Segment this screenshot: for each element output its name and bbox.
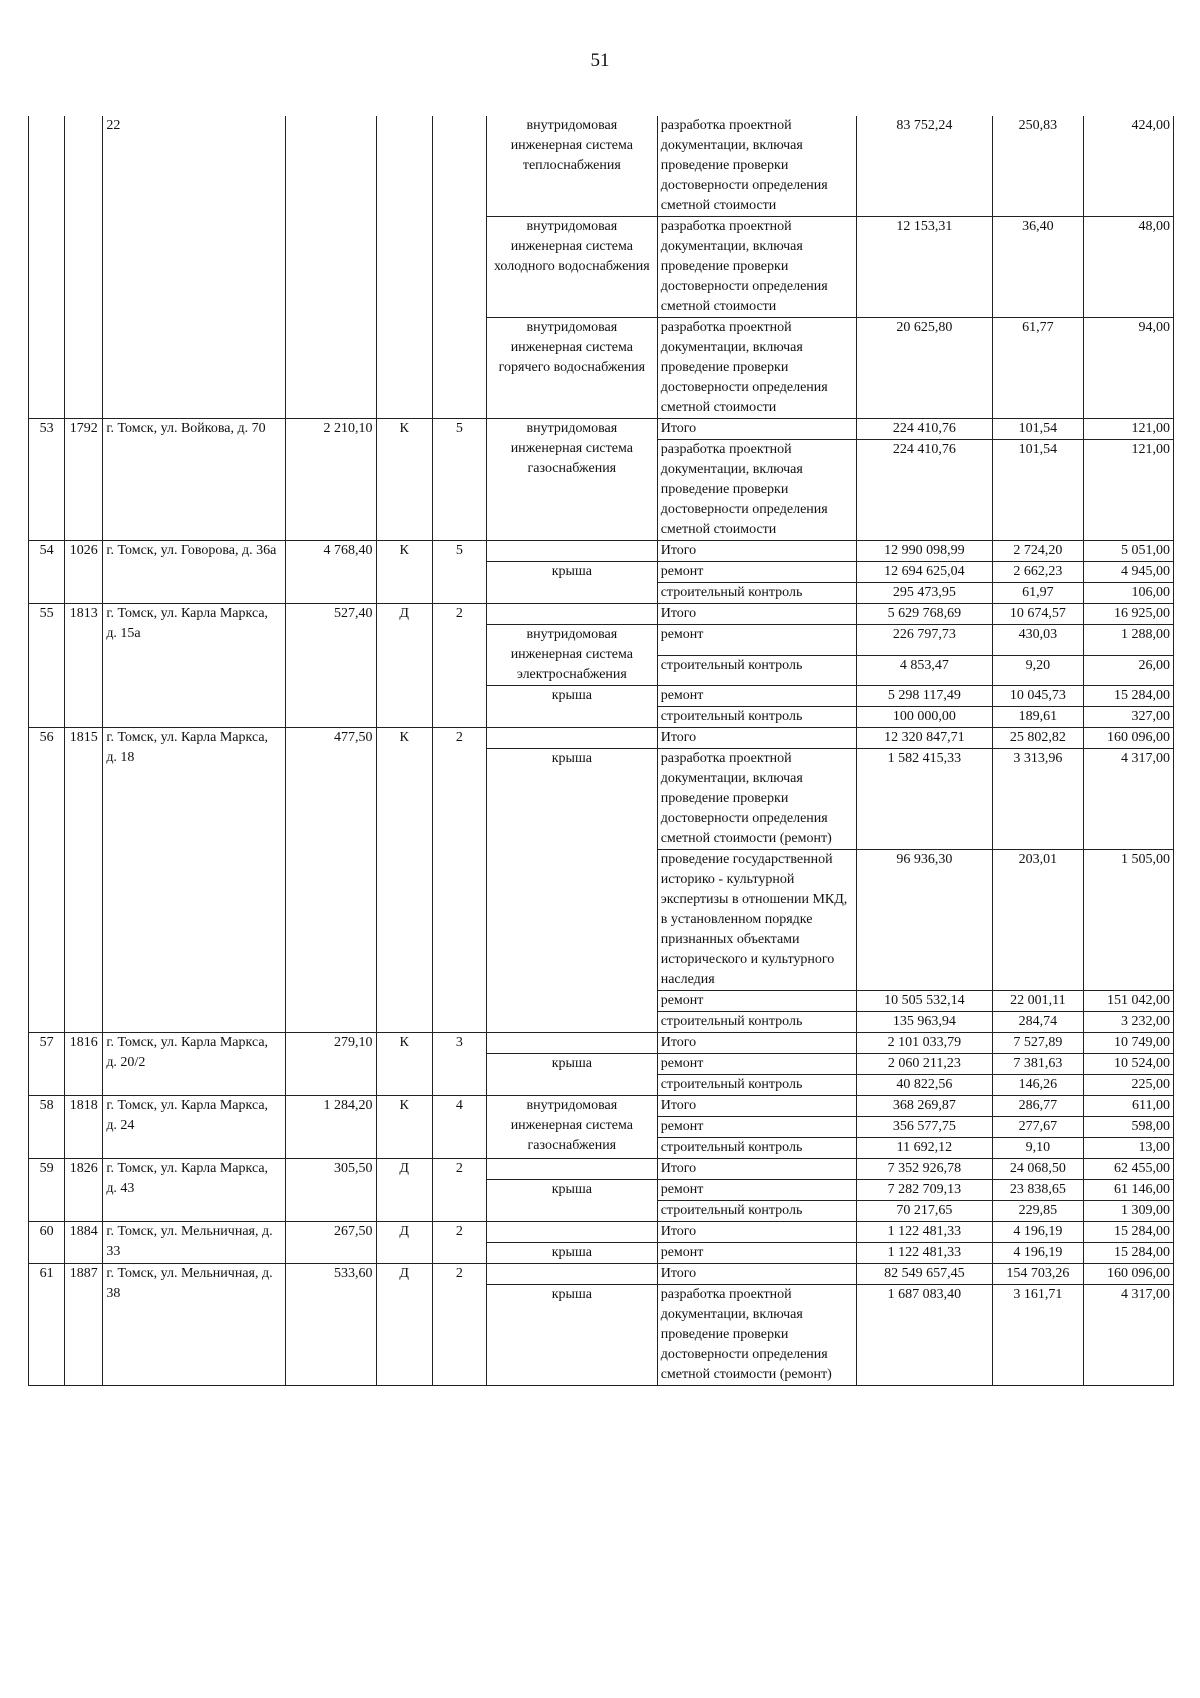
house-id — [65, 116, 103, 419]
max-cost-value: 598,00 — [1083, 1117, 1173, 1138]
max-cost-value: 3 232,00 — [1083, 1012, 1173, 1033]
house-id: 1818 — [65, 1096, 103, 1159]
work-type: ремонт — [657, 991, 856, 1012]
cost-value: 1 582 415,33 — [856, 749, 993, 850]
unit-cost-value: 203,01 — [993, 850, 1083, 991]
house-address: г. Томск, ул. Карла Маркса, д. 24 — [103, 1096, 286, 1159]
cost-value: 224 410,76 — [856, 419, 993, 440]
max-cost-value: 225,00 — [1083, 1075, 1173, 1096]
max-cost-value: 61 146,00 — [1083, 1180, 1173, 1201]
wall-material: К — [376, 541, 432, 604]
max-cost-value: 4 317,00 — [1083, 749, 1173, 850]
system-name: внутридомовая инженерная система горячего водоснабжения — [486, 318, 657, 419]
unit-cost-value: 3 313,96 — [993, 749, 1083, 850]
house-area: 527,40 — [286, 604, 376, 728]
floor-count: 2 — [432, 728, 486, 1033]
house-address: г. Томск, ул. Войкова, д. 70 — [103, 419, 286, 541]
work-type: Итого — [657, 1222, 856, 1243]
work-type: ремонт — [657, 1243, 856, 1264]
max-cost-value: 1 505,00 — [1083, 850, 1173, 991]
house-id: 1026 — [65, 541, 103, 604]
max-cost-value: 4 317,00 — [1083, 1285, 1173, 1386]
unit-cost-value: 25 802,82 — [993, 728, 1083, 749]
max-cost-value: 13,00 — [1083, 1138, 1173, 1159]
unit-cost-value: 22 001,11 — [993, 991, 1083, 1012]
cost-value: 20 625,80 — [856, 318, 993, 419]
cost-value: 224 410,76 — [856, 440, 993, 541]
system-name: внутридомовая инженерная система теплоснабжения — [486, 116, 657, 217]
house-address: 22 — [103, 116, 286, 419]
work-type: Итого — [657, 728, 856, 749]
work-type: разработка проектной документации, включая проведение проверки достоверности определения сметной стоимости — [657, 116, 856, 217]
system-name — [486, 1264, 657, 1285]
max-cost-value: 106,00 — [1083, 583, 1173, 604]
cost-value: 83 752,24 — [856, 116, 993, 217]
unit-cost-value: 7 527,89 — [993, 1033, 1083, 1054]
house-id: 1816 — [65, 1033, 103, 1096]
max-cost-value: 5 051,00 — [1083, 541, 1173, 562]
house-area: 477,50 — [286, 728, 376, 1033]
floor-count: 2 — [432, 1222, 486, 1264]
cost-value: 226 797,73 — [856, 625, 993, 656]
table-row — [29, 604, 1174, 625]
wall-material: К — [376, 1096, 432, 1159]
unit-cost-value: 24 068,50 — [993, 1159, 1083, 1180]
cost-value: 82 549 657,45 — [856, 1264, 993, 1285]
work-type: строительный контроль — [657, 1138, 856, 1159]
house-id: 1826 — [65, 1159, 103, 1222]
house-area: 533,60 — [286, 1264, 376, 1386]
system-name — [486, 1159, 657, 1180]
max-cost-value: 327,00 — [1083, 707, 1173, 728]
work-type: ремонт — [657, 686, 856, 707]
page-number: 51 — [590, 50, 610, 71]
table-row — [29, 116, 1174, 217]
max-cost-value: 48,00 — [1083, 217, 1173, 318]
cost-value: 7 282 709,13 — [856, 1180, 993, 1201]
cost-value: 135 963,94 — [856, 1012, 993, 1033]
floor-count: 5 — [432, 541, 486, 604]
max-cost-value: 10 524,00 — [1083, 1054, 1173, 1075]
max-cost-value: 10 749,00 — [1083, 1033, 1173, 1054]
cost-value: 96 936,30 — [856, 850, 993, 991]
max-cost-value: 160 096,00 — [1083, 1264, 1173, 1285]
unit-cost-value: 284,74 — [993, 1012, 1083, 1033]
row-number: 59 — [29, 1159, 65, 1222]
max-cost-value: 1 288,00 — [1083, 625, 1173, 656]
work-type: строительный контроль — [657, 1075, 856, 1096]
system-name — [486, 541, 657, 562]
unit-cost-value: 4 196,19 — [993, 1243, 1083, 1264]
unit-cost-value: 36,40 — [993, 217, 1083, 318]
cost-value: 12 990 098,99 — [856, 541, 993, 562]
repair-schedule-table — [28, 116, 1174, 1386]
house-address: г. Томск, ул. Мельничная, д. 33 — [103, 1222, 286, 1264]
house-address: г. Томск, ул. Карла Маркса, д. 18 — [103, 728, 286, 1033]
work-type: строительный контроль — [657, 1201, 856, 1222]
max-cost-value: 4 945,00 — [1083, 562, 1173, 583]
system-name: внутридомовая инженерная система холодного водоснабжения — [486, 217, 657, 318]
system-name: крыша — [486, 562, 657, 604]
work-type: Итого — [657, 1159, 856, 1180]
house-id: 1815 — [65, 728, 103, 1033]
floor-count: 2 — [432, 1264, 486, 1386]
floor-count: 5 — [432, 419, 486, 541]
cost-value: 70 217,65 — [856, 1201, 993, 1222]
work-type: Итого — [657, 541, 856, 562]
system-name: внутридомовая инженерная система электроснабжения — [486, 625, 657, 686]
unit-cost-value: 154 703,26 — [993, 1264, 1083, 1285]
cost-value: 2 060 211,23 — [856, 1054, 993, 1075]
wall-material: К — [376, 1033, 432, 1096]
unit-cost-value: 229,85 — [993, 1201, 1083, 1222]
max-cost-value: 15 284,00 — [1083, 1222, 1173, 1243]
unit-cost-value: 61,77 — [993, 318, 1083, 419]
cost-value: 1 687 083,40 — [856, 1285, 993, 1386]
house-area: 4 768,40 — [286, 541, 376, 604]
row-number — [29, 116, 65, 419]
cost-value: 2 101 033,79 — [856, 1033, 993, 1054]
work-type: разработка проектной документации, включая проведение проверки достоверности определения сметной стоимости (ремонт) — [657, 749, 856, 850]
unit-cost-value: 9,20 — [993, 655, 1083, 686]
unit-cost-value: 101,54 — [993, 419, 1083, 440]
unit-cost-value: 4 196,19 — [993, 1222, 1083, 1243]
cost-value: 1 122 481,33 — [856, 1222, 993, 1243]
max-cost-value: 611,00 — [1083, 1096, 1173, 1117]
work-type: разработка проектной документации, включая проведение проверки достоверности определения сметной стоимости — [657, 440, 856, 541]
unit-cost-value: 146,26 — [993, 1075, 1083, 1096]
system-name: внутридомовая инженерная система газоснабжения — [486, 1096, 657, 1159]
wall-material: Д — [376, 1222, 432, 1264]
cost-value: 5 629 768,69 — [856, 604, 993, 625]
house-address: г. Томск, ул. Карла Маркса, д. 15а — [103, 604, 286, 728]
max-cost-value: 121,00 — [1083, 419, 1173, 440]
floor-count: 4 — [432, 1096, 486, 1159]
unit-cost-value: 61,97 — [993, 583, 1083, 604]
house-id: 1792 — [65, 419, 103, 541]
cost-value: 12 320 847,71 — [856, 728, 993, 749]
system-name: крыша — [486, 1285, 657, 1386]
work-type: ремонт — [657, 1054, 856, 1075]
house-area: 279,10 — [286, 1033, 376, 1096]
table-row — [29, 1096, 1174, 1117]
cost-value: 12 153,31 — [856, 217, 993, 318]
unit-cost-value: 9,10 — [993, 1138, 1083, 1159]
table-row — [29, 728, 1174, 749]
cost-value: 7 352 926,78 — [856, 1159, 993, 1180]
wall-material — [376, 116, 432, 419]
wall-material: К — [376, 419, 432, 541]
cost-value: 295 473,95 — [856, 583, 993, 604]
work-type: Итого — [657, 1264, 856, 1285]
work-type: Итого — [657, 1033, 856, 1054]
row-number: 61 — [29, 1264, 65, 1386]
row-number: 56 — [29, 728, 65, 1033]
system-name — [486, 1033, 657, 1054]
table-row — [29, 541, 1174, 562]
row-number: 58 — [29, 1096, 65, 1159]
row-number: 60 — [29, 1222, 65, 1264]
unit-cost-value: 2 724,20 — [993, 541, 1083, 562]
work-type: проведение государственной историко - культурной экспертизы в отношении МКД, в установленном порядке признанных объектами исторического и культурного наследия — [657, 850, 856, 991]
work-type: строительный контроль — [657, 707, 856, 728]
work-type: разработка проектной документации, включая проведение проверки достоверности определения сметной стоимости — [657, 318, 856, 419]
house-area: 1 284,20 — [286, 1096, 376, 1159]
system-name: крыша — [486, 1054, 657, 1096]
house-area — [286, 116, 376, 419]
wall-material: Д — [376, 1159, 432, 1222]
work-type: ремонт — [657, 625, 856, 656]
work-type: Итого — [657, 1096, 856, 1117]
table-row — [29, 1033, 1174, 1054]
max-cost-value: 1 309,00 — [1083, 1201, 1173, 1222]
unit-cost-value: 2 662,23 — [993, 562, 1083, 583]
unit-cost-value: 10 045,73 — [993, 686, 1083, 707]
wall-material: К — [376, 728, 432, 1033]
house-address: г. Томск, ул. Говорова, д. 36а — [103, 541, 286, 604]
system-name: крыша — [486, 1243, 657, 1264]
max-cost-value: 121,00 — [1083, 440, 1173, 541]
row-number: 53 — [29, 419, 65, 541]
wall-material: Д — [376, 604, 432, 728]
house-area: 305,50 — [286, 1159, 376, 1222]
system-name: крыша — [486, 1180, 657, 1222]
floor-count — [432, 116, 486, 419]
work-type: ремонт — [657, 1117, 856, 1138]
table-row — [29, 1159, 1174, 1180]
table-row — [29, 1264, 1174, 1285]
system-name: внутридомовая инженерная система газоснабжения — [486, 419, 657, 541]
max-cost-value: 160 096,00 — [1083, 728, 1173, 749]
unit-cost-value: 277,67 — [993, 1117, 1083, 1138]
unit-cost-value: 7 381,63 — [993, 1054, 1083, 1075]
house-id: 1887 — [65, 1264, 103, 1386]
work-type: разработка проектной документации, включая проведение проверки достоверности определения сметной стоимости — [657, 217, 856, 318]
cost-value: 5 298 117,49 — [856, 686, 993, 707]
unit-cost-value: 430,03 — [993, 625, 1083, 656]
work-type: строительный контроль — [657, 1012, 856, 1033]
system-name: крыша — [486, 686, 657, 728]
max-cost-value: 15 284,00 — [1083, 686, 1173, 707]
work-type: Итого — [657, 604, 856, 625]
work-type: строительный контроль — [657, 583, 856, 604]
unit-cost-value: 101,54 — [993, 440, 1083, 541]
house-area: 267,50 — [286, 1222, 376, 1264]
house-id: 1813 — [65, 604, 103, 728]
cost-value: 10 505 532,14 — [856, 991, 993, 1012]
row-number: 54 — [29, 541, 65, 604]
max-cost-value: 62 455,00 — [1083, 1159, 1173, 1180]
max-cost-value: 151 042,00 — [1083, 991, 1173, 1012]
house-address: г. Томск, ул. Мельничная, д. 38 — [103, 1264, 286, 1386]
cost-value: 40 822,56 — [856, 1075, 993, 1096]
unit-cost-value: 286,77 — [993, 1096, 1083, 1117]
row-number: 57 — [29, 1033, 65, 1096]
house-address: г. Томск, ул. Карла Маркса, д. 43 — [103, 1159, 286, 1222]
cost-value: 356 577,75 — [856, 1117, 993, 1138]
system-name — [486, 604, 657, 625]
floor-count: 2 — [432, 604, 486, 728]
cost-value: 368 269,87 — [856, 1096, 993, 1117]
work-type: строительный контроль — [657, 655, 856, 686]
unit-cost-value: 189,61 — [993, 707, 1083, 728]
work-type: ремонт — [657, 562, 856, 583]
work-type: разработка проектной документации, включая проведение проверки достоверности определения сметной стоимости (ремонт) — [657, 1285, 856, 1386]
work-type: Итого — [657, 419, 856, 440]
unit-cost-value: 10 674,57 — [993, 604, 1083, 625]
max-cost-value: 26,00 — [1083, 655, 1173, 686]
max-cost-value: 16 925,00 — [1083, 604, 1173, 625]
table-row — [29, 419, 1174, 440]
row-number: 55 — [29, 604, 65, 728]
work-type: ремонт — [657, 1180, 856, 1201]
cost-value: 1 122 481,33 — [856, 1243, 993, 1264]
unit-cost-value: 23 838,65 — [993, 1180, 1083, 1201]
max-cost-value: 424,00 — [1083, 116, 1173, 217]
cost-value: 11 692,12 — [856, 1138, 993, 1159]
floor-count: 2 — [432, 1159, 486, 1222]
house-id: 1884 — [65, 1222, 103, 1264]
cost-value: 100 000,00 — [856, 707, 993, 728]
floor-count: 3 — [432, 1033, 486, 1096]
system-name — [486, 728, 657, 749]
system-name: крыша — [486, 749, 657, 1033]
cost-value: 12 694 625,04 — [856, 562, 993, 583]
system-name — [486, 1222, 657, 1243]
max-cost-value: 94,00 — [1083, 318, 1173, 419]
max-cost-value: 15 284,00 — [1083, 1243, 1173, 1264]
wall-material: Д — [376, 1264, 432, 1386]
house-address: г. Томск, ул. Карла Маркса, д. 20/2 — [103, 1033, 286, 1096]
house-area: 2 210,10 — [286, 419, 376, 541]
cost-value: 4 853,47 — [856, 655, 993, 686]
unit-cost-value: 250,83 — [993, 116, 1083, 217]
unit-cost-value: 3 161,71 — [993, 1285, 1083, 1386]
table-row — [29, 1222, 1174, 1243]
